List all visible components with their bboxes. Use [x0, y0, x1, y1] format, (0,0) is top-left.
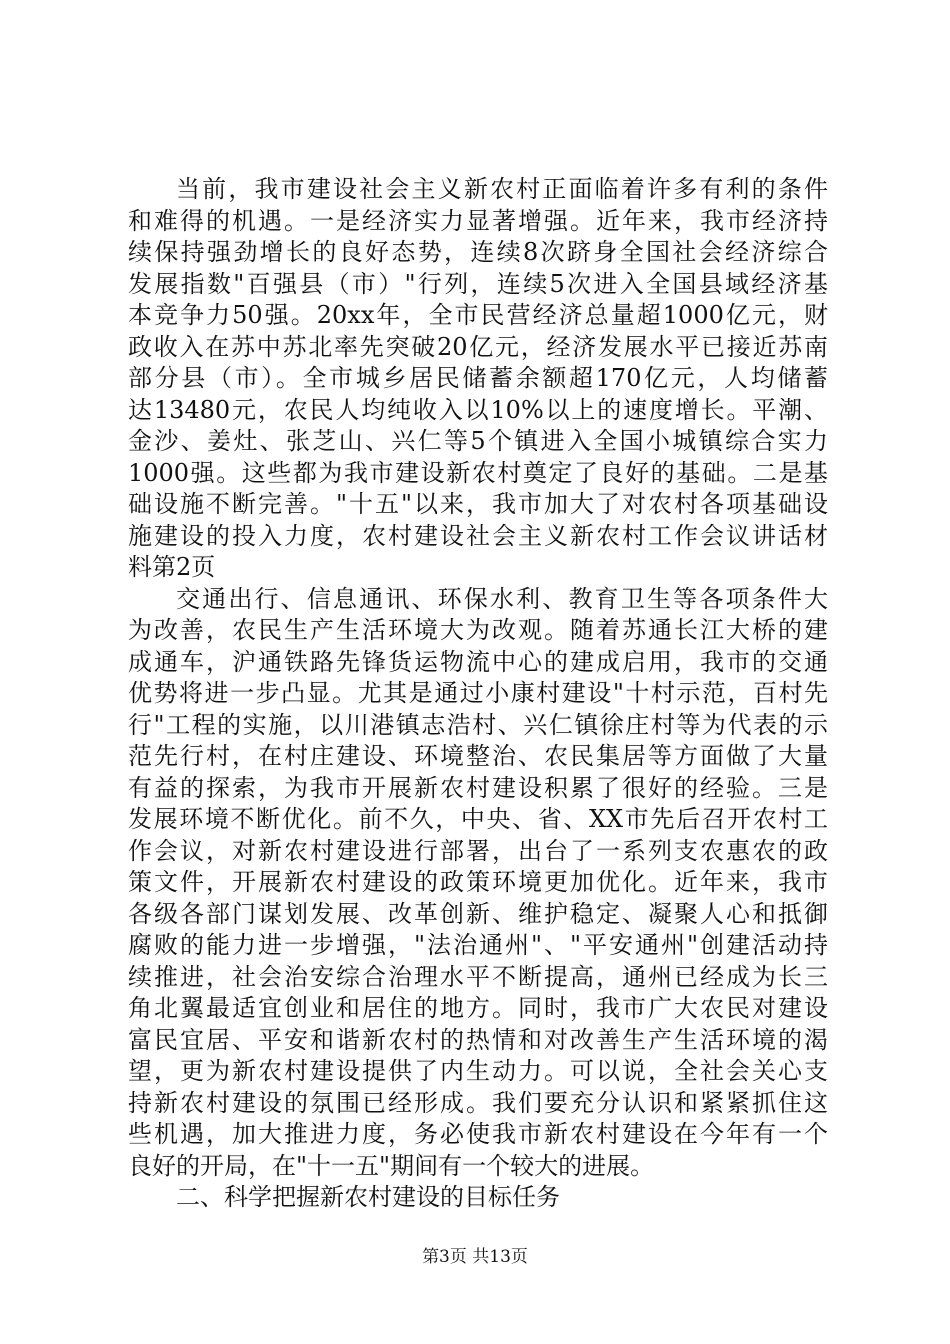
paragraph-line: 础设施不断完善。"十五"以来，我市加大了对农村各项基础设	[128, 490, 828, 518]
paragraph-line: 发展指数"百强县（市）"行列，连续5次进入全国县域经济基	[128, 269, 828, 298]
paragraph-line: 行"工程的实施，以川港镇志浩村、兴仁镇徐庄村等为代表的示	[128, 710, 828, 739]
paragraph-line: 各级各部门谋划发展、改革创新、维护稳定、凝聚人心和抵御	[128, 899, 828, 928]
paragraph-line: 本竞争力50强。20xx年，全市民营经济总量超1000亿元，财	[128, 301, 828, 329]
paragraph-line: 优势将进一步凸显。尤其是通过小康村建设"十村示范，百村先	[128, 679, 828, 707]
paragraph-line: 交通出行、信息通讯、环保水利、教育卫生等各项条件大	[176, 584, 828, 613]
section-heading: 二、科学把握新农村建设的目标任务	[176, 1183, 560, 1211]
paragraph-line: 达13480元，农民人均纯收入以10%以上的速度增长。平潮、	[128, 395, 828, 424]
paragraph-line: 良好的开局，在"十一五"期间有一个较大的进展。	[128, 1151, 655, 1180]
document-body	[128, 174, 828, 1214]
paragraph-line: 腐败的能力进一步增强，"法治通州"、"平安通州"创建活动持	[128, 931, 828, 959]
paragraph-line: 角北翼最适宜创业和居住的地方。同时，我市广大农民对建设	[128, 994, 828, 1022]
page-footer	[0, 1242, 950, 1267]
paragraph-line: 1000强。这些都为我市建设新农村奠定了良好的基础。二是基	[128, 458, 828, 487]
paragraph-line: 有益的探索，为我市开展新农村建设积累了很好的经验。三是	[128, 773, 828, 802]
paragraph-line: 为改善，农民生产生活环境大为改观。随着苏通长江大桥的建	[128, 616, 828, 644]
paragraph-line: 续推进，社会治安综合治理水平不断提高，通州已经成为长三	[128, 962, 828, 991]
page-number-label: 第3页 共13页	[422, 1247, 528, 1267]
paragraph-line: 作会议，对新农村建设进行部署，出台了一系列支农惠农的政	[128, 836, 828, 865]
paragraph-line: 成通车，沪通铁路先锋货运物流中心的建成启用，我市的交通	[128, 647, 828, 676]
paragraph-line: 范先行村，在村庄建设、环境整治、农民集居等方面做了大量	[128, 742, 828, 770]
paragraph-line: 策文件，开展新农村建设的政策环境更加优化。近年来，我市	[128, 868, 828, 896]
paragraph-line: 金沙、姜灶、张芝山、兴仁等5个镇进入全国小城镇综合实力	[128, 427, 828, 455]
paragraph-line: 部分县（市）。全市城乡居民储蓄余额超170亿元，人均储蓄	[128, 364, 828, 392]
paragraph-line: 持新农村建设的氛围已经形成。我们要充分认识和紧紧抓住这	[128, 1088, 828, 1117]
paragraph-line: 料第2页	[128, 553, 216, 581]
paragraph-line: 施建设的投入力度，农村建设社会主义新农村工作会议讲话材	[128, 521, 828, 550]
paragraph-line: 政收入在苏中苏北率先突破20亿元，经济发展水平已接近苏南	[128, 332, 828, 361]
paragraph-line: 富民宜居、平安和谐新农村的热情和对改善生产生活环境的渴	[128, 1025, 828, 1054]
paragraph-line: 和难得的机遇。一是经济实力显著增强。近年来，我市经济持	[128, 206, 828, 235]
paragraph-line: 发展环境不断优化。前不久，中央、省、XX市先后召开农村工	[128, 805, 828, 833]
paragraph-line: 续保持强劲增长的良好态势，连续8次跻身全国社会经济综合	[128, 238, 828, 266]
paragraph-line: 当前，我市建设社会主义新农村正面临着许多有利的条件	[176, 175, 828, 203]
paragraph-line: 望，更为新农村建设提供了内生动力。可以说，全社会关心支	[128, 1057, 828, 1085]
paragraph-line: 些机遇，加大推进力度，务必使我市新农村建设在今年有一个	[128, 1120, 828, 1148]
